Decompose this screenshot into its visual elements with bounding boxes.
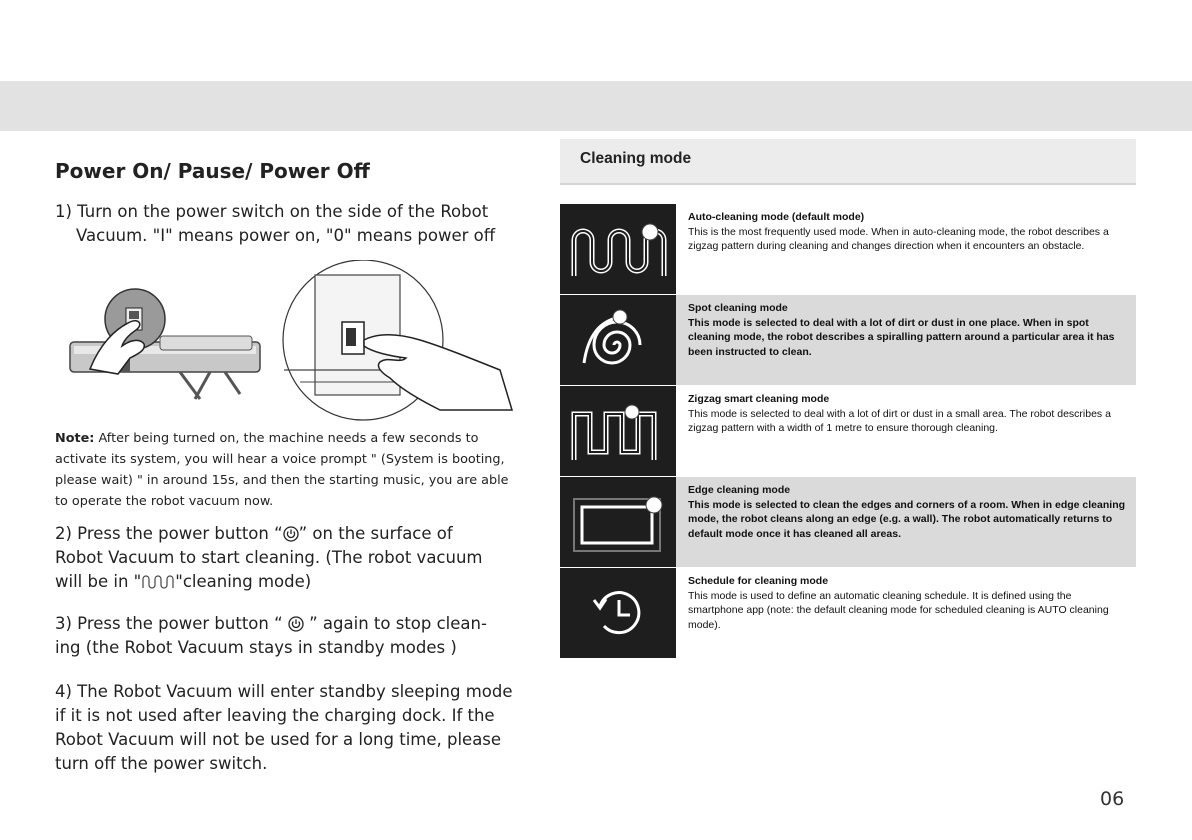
- note-paragraph: [55, 428, 530, 512]
- mode-title: Auto-cleaning mode (default mode): [688, 211, 865, 223]
- mode-icon-box: [560, 477, 676, 567]
- step-3-line-2: ing (the Robot Vacuum stays in standby modes ): [55, 638, 457, 657]
- mode-text: [676, 568, 1136, 658]
- mode-schedule: [560, 568, 1136, 658]
- step-2-line-3: [55, 570, 530, 594]
- step-1-line-2: Vacuum. "I" means power on, "0" means power off: [76, 226, 496, 245]
- mode-icon-box: [560, 568, 676, 658]
- square-zigzag-icon: [560, 386, 676, 476]
- step-2: [55, 522, 530, 594]
- step-4-line-4: turn off the power switch.: [55, 754, 268, 773]
- mode-icon-box: [560, 295, 676, 385]
- power-switch-closeup-illustration: [280, 260, 520, 428]
- mode-title: Edge cleaning mode: [688, 484, 791, 496]
- note-label: Note:: [55, 431, 95, 446]
- mode-title: Zigzag smart cleaning mode: [688, 393, 830, 405]
- power-section: [55, 156, 530, 776]
- step-2-text-a: 2) Press the power button “: [55, 524, 283, 543]
- step-4-line-1: 4) The Robot Vacuum will enter standby sleeping mode: [55, 682, 513, 701]
- spiral-icon: [560, 295, 676, 385]
- step-3: [55, 612, 530, 660]
- mode-description: This mode is selected to deal with a lot of dirt or dust in a small area. The robot describes a zigzag pattern with a width of 1 metre to ensure thorough cleaning.: [688, 407, 1111, 435]
- robot-side-switch-illustration: [60, 274, 270, 414]
- mode-text: [676, 477, 1136, 567]
- mode-text: [676, 386, 1136, 476]
- step-2-line-2: Robot Vacuum to start cleaning. (The robot vacuum: [55, 548, 483, 567]
- mode-zigzag-smart: [560, 386, 1136, 476]
- page-number: 06: [1100, 788, 1125, 810]
- note-line-2: activate its system, you will hear a voice prompt " (System is booting,: [55, 452, 505, 467]
- cleaning-mode-header: [560, 139, 1136, 185]
- mode-title: Spot cleaning mode: [688, 302, 788, 314]
- step-4-line-3: Robot Vacuum will not be used for a long time, please: [55, 730, 502, 749]
- mode-description: This mode is selected to deal with a lot of dirt or dust in one place. When in spot cleaning mode, the robot describes a spiralling pattern around a particular area it has been instructed to clean.: [688, 316, 1115, 358]
- power-switch-figures: [55, 260, 530, 428]
- mode-spot-cleaning: [560, 295, 1136, 385]
- step-1: [55, 200, 530, 248]
- step-3-text-a: 3) Press the power button “: [55, 614, 288, 633]
- mode-description: This is the most frequently used mode. When in auto-cleaning mode, the robot describes a zigzag pattern during cleaning and changes direction when it encounters an obstacle.: [688, 225, 1109, 253]
- step-2-text-b: ” on the surface of: [298, 524, 453, 543]
- step-2-text-c: will be in ": [55, 572, 142, 591]
- note-line-3: please wait) " in around 15s, and then the starting music, you are able: [55, 473, 509, 488]
- step-4-line-2: if it is not used after leaving the charging dock. If the: [55, 706, 495, 725]
- mode-text: [676, 295, 1136, 385]
- step-2-text-d: "cleaning mode): [175, 572, 312, 591]
- mode-text: [676, 204, 1136, 294]
- schedule-clock-icon: [560, 568, 676, 658]
- zigzag-wave-icon: [560, 204, 676, 294]
- mode-icon-box: [560, 386, 676, 476]
- step-3-line-1: [55, 612, 530, 636]
- mode-description: This mode is used to define an automatic cleaning schedule. It is defined using the smartphone app (note: the default cleaning mode for scheduled cleaning is AUTO cleaning mode).: [688, 589, 1109, 631]
- step-2-line-1: [55, 522, 530, 546]
- power-icon: [288, 616, 304, 632]
- mode-description: This mode is selected to clean the edges and corners of a room. When in edge cleaning mode, the robot cleans along an edge (e.g. a wall). The robot automatically returns to default mode once it has cleaned all areas.: [688, 498, 1126, 540]
- mode-auto-cleaning: [560, 204, 1136, 294]
- cleaning-mode-title: Cleaning mode: [580, 150, 692, 167]
- power-icon: [283, 526, 299, 542]
- note-line-1: After being turned on, the machine needs a few seconds to: [94, 431, 479, 446]
- mode-icon-box: [560, 204, 676, 294]
- zigzag-wave-icon: [141, 574, 175, 590]
- section-heading: Power On/ Pause/ Power Off: [55, 159, 370, 183]
- mode-edge-cleaning: [560, 477, 1136, 567]
- mode-title: Schedule for cleaning mode: [688, 575, 829, 587]
- step-4: [55, 680, 530, 776]
- edge-rectangle-icon: [560, 477, 676, 567]
- step-1-line-1: 1) Turn on the power switch on the side of the Robot: [55, 202, 489, 221]
- top-header-band: [0, 81, 1192, 131]
- note-line-4: to operate the robot vacuum now.: [55, 494, 274, 509]
- step-3-text-b: ” again to stop clean-: [303, 614, 487, 633]
